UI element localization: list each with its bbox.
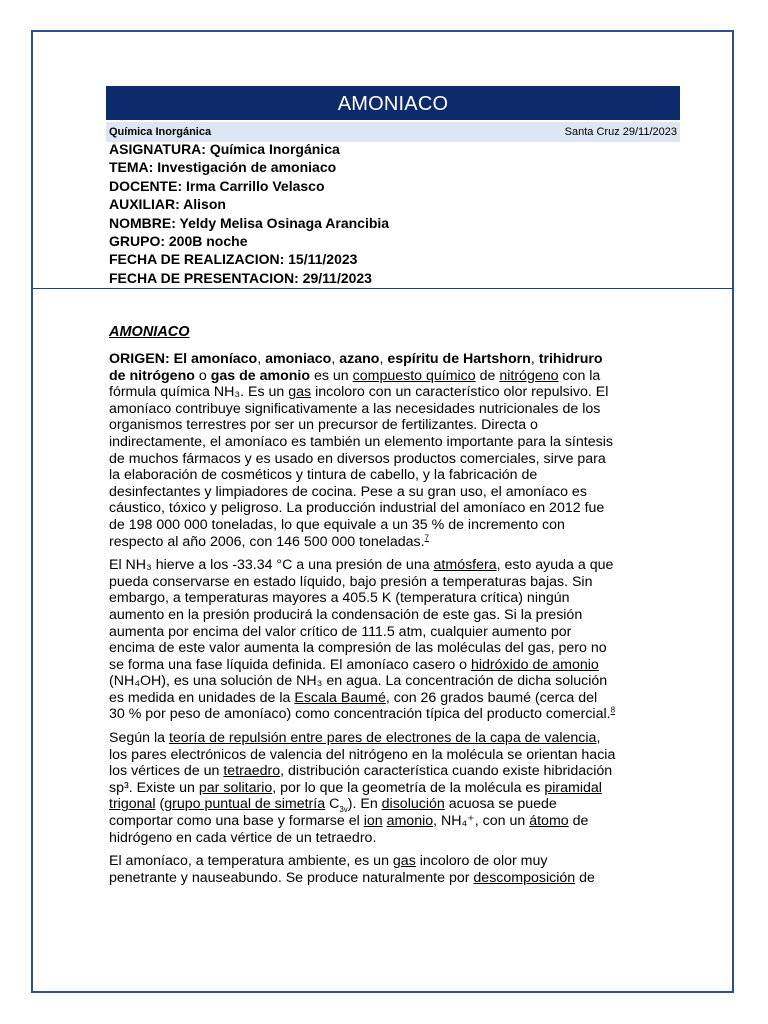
text: incoloro de olor muy penetrante y nauseabundo. Se produce naturalmente por: [109, 853, 548, 886]
term-trihidruro: trihidruro de nitrógeno: [109, 351, 603, 384]
link-par-solitario[interactable]: par solitario: [198, 779, 273, 796]
text: o: [194, 367, 211, 384]
text: ). En: [347, 796, 382, 813]
text: Según la: [109, 730, 169, 747]
symmetry-subscript: 3v: [339, 805, 348, 815]
term-azano: azano: [339, 351, 380, 367]
text: , con 26 grados baumé (cerca del 30 % por peso de amoníaco) como concentración típica del producto comercial.: [109, 689, 611, 723]
text: de hidrógeno en cada vértice de un tetraedro.: [109, 813, 589, 846]
text: , NH₄⁺, con un: [433, 813, 530, 830]
info-line-grupo: GRUPO: 200B noche: [109, 233, 248, 250]
text: incoloro con un característico olor repulsivo. El amoníaco contribuye significativamente a las necesidades nutricionales de los organismos terrestres por ser un precursor de fertilizantes. Directa o indirectamente, el amoníaco es también un elemento importante para la síntesis de muchos fármacos y es usado en diversos productos comerciales, sirve para la elaboración de cosméticos y tintura de cabello, y la fabricación de desinfectantes y limpiadores de cocina. Pese a su gran uso, el amoníaco es cáustico, tóxico y peligroso. La producción industrial del amoníaco en 2012 fue de 198 000 000 toneladas, lo que equivale a un 35 % de incremento con respecto al año 2006, con 146 500 000 toneladas.: [109, 384, 613, 550]
text: ,: [331, 351, 340, 367]
document-title: AMONIACO: [106, 86, 680, 120]
info-line-asignatura: ASIGNATURA: Química Inorgánica: [109, 141, 340, 157]
text: ,: [530, 351, 539, 367]
info-line-tema: TEMA: Investigación de amoniaco: [109, 159, 337, 176]
info-line-docente: DOCENTE: Irma Carrillo Velasco: [109, 177, 325, 194]
info-line-fecha-realizacion: FECHA DE REALIZACION: 15/11/2023: [109, 251, 358, 268]
term-amoniaco-1: ORIGEN: El amoníaco: [109, 351, 258, 367]
term-hartshorn: espíritu de Hartshorn: [387, 351, 531, 367]
paragraph-origen: [109, 351, 616, 550]
text: (: [155, 796, 165, 813]
text: , los pares electrónicos de valencia del nitrógeno en la molécula se orientan hacia los vértices de un: [109, 730, 616, 780]
link-piramidal-trigonal[interactable]: piramidal trigonal: [109, 779, 602, 813]
text: El amoníaco, a temperatura ambiente, es un: [109, 853, 393, 870]
link-amonio[interactable]: amonio: [386, 813, 434, 830]
link-descomposicion[interactable]: descomposición: [473, 869, 576, 886]
text: , por lo que la geometría de la molécula es: [272, 779, 545, 796]
subject-label: Química Inorgánica: [109, 126, 212, 138]
link-grupo-puntual[interactable]: grupo puntual de simetría: [164, 796, 326, 813]
info-block: [109, 140, 679, 287]
date-label: Santa Cruz 29/11/2023: [564, 126, 677, 138]
section-heading: AMONIACO: [109, 324, 190, 340]
link-escala-baume[interactable]: Escala Baumé: [294, 689, 386, 706]
info-line-auxiliar: AUXILIAR: Alison: [109, 196, 226, 213]
subheader-bar: [106, 122, 680, 142]
link-hidroxido-amonio[interactable]: hidróxido de amonio: [471, 656, 599, 673]
link-teoria-repulsion[interactable]: teoría de repulsión entre pares de electrones de la capa de valencia: [168, 730, 597, 747]
link-atmosfera[interactable]: atmósfera: [433, 557, 497, 574]
link-compuesto-quimico[interactable]: compuesto químico: [352, 367, 476, 384]
text: C: [325, 796, 340, 813]
text: de: [475, 367, 500, 384]
paragraph-propiedades: [109, 557, 616, 723]
term-amoniaco-2: amoniaco: [265, 351, 332, 367]
term-gas-amonio: gas de amonio: [210, 367, 311, 384]
text: , distribución característica cuando existe hibridación sp³. Existe un: [109, 763, 613, 796]
reference-8[interactable]: 8: [610, 705, 616, 715]
paragraph-temperatura: [109, 853, 616, 886]
text: con la fórmula química NH₃. Es un: [109, 367, 601, 401]
text: El NH₃ hierve a los -33.34 °C a una presión de una: [109, 557, 434, 574]
link-tetraedro[interactable]: tetraedro: [223, 763, 281, 780]
text: acuosa se puede comportar como una base y formarse el: [109, 796, 557, 830]
info-line-fecha-presentacion: FECHA DE PRESENTACION: 29/11/2023: [109, 269, 372, 286]
link-atomo[interactable]: átomo: [529, 813, 569, 830]
paragraph-geometria: [109, 730, 616, 846]
link-ion[interactable]: ion: [363, 813, 383, 830]
link-disolucion[interactable]: disolución: [381, 796, 445, 813]
text: (NH₄OH), es una solución de NH₃ en agua. La concentración de dicha solución es medida en unidades de la: [109, 673, 608, 706]
text: , esto ayuda a que pueda conservarse en estado líquido, bajo presión a temperaturas bajas. Sin embargo, a temperaturas mayores a 405.5 K (temperatura crítica) ningún aumento en la presión producirá la condensación de este gas. Si la presión aumenta por encima del valor crítico de 111.5 atm, cualquier aumento por encima de este valor aumenta la compresión de las moléculas del gas, pero no se forma una fase líquida definida. El amoníaco casero o: [109, 557, 614, 673]
link-gas-2[interactable]: gas: [392, 853, 416, 870]
header-divider: [33, 288, 733, 289]
text: ,: [257, 351, 266, 367]
info-line-nombre: NOMBRE: Yeldy Melisa Osinaga Arancibia: [109, 214, 390, 231]
link-nitrogeno[interactable]: nitrógeno: [499, 367, 559, 384]
link-gas[interactable]: gas: [288, 384, 312, 401]
text: de: [575, 869, 595, 886]
text: ,: [379, 351, 388, 367]
document-body: [109, 323, 616, 893]
text: es un: [310, 367, 353, 384]
reference-7[interactable]: 7: [424, 532, 429, 542]
